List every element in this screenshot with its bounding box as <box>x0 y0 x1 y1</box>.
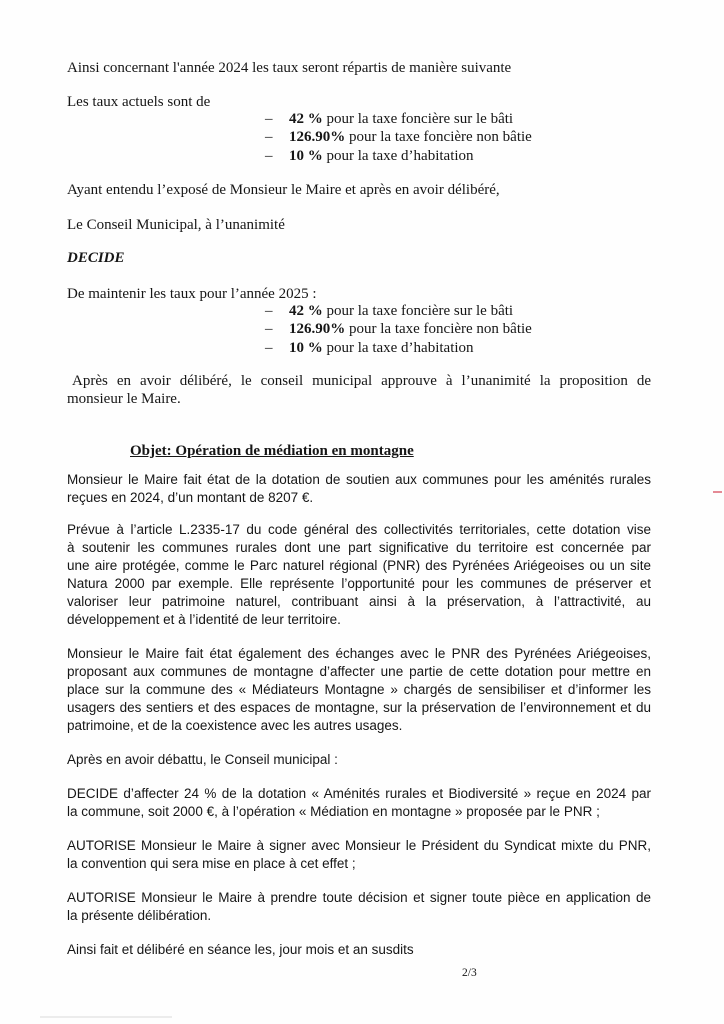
margin-mark <box>713 491 722 493</box>
rate-label: pour la taxe foncière non bâtie <box>349 129 532 146</box>
list-dash: – <box>265 303 273 319</box>
rate-value: 10 % <box>289 147 323 164</box>
paragraph-line: patrimoine, et de la coexistence avec les autres usages. <box>67 718 403 733</box>
intro-paragraph <box>67 59 651 77</box>
paragraph-line: usagers des sentiers et des espaces de montagne, sur la préservation de l’environnement et du <box>67 700 651 715</box>
having-heard-paragraph <box>67 181 651 199</box>
paragraph-line: place sur la commune des « Médiateurs Montagne » chargés de sensibiliser et d’informer les <box>67 682 651 697</box>
paragraph-line: la convention qui sera mise en place à cet effet ; <box>67 856 356 871</box>
rate-label: pour la taxe foncière non bâtie <box>349 321 532 338</box>
list-dash: – <box>265 129 273 146</box>
scan-artifact <box>40 1016 172 1018</box>
rate-item <box>265 320 532 338</box>
rate-item <box>265 110 532 128</box>
paragraph-line: une aire protégée, comme le Parc naturel régional (PNR) des Pyrénées Ariégeoises ou un site <box>67 558 651 573</box>
paragraph-line: Après en avoir débattu, le Conseil municipal : <box>67 752 338 767</box>
subject-heading: Objet: Opération de médiation en montagne <box>130 443 414 459</box>
rate-label: pour la taxe foncière sur le bâti <box>326 303 514 319</box>
paragraph-line: Natura 2000 par exemple. Elle représente l’opportunité pour les communes de préserver et <box>67 576 651 591</box>
authorization-decisions-paragraph <box>67 889 651 925</box>
rate-value: 42 % <box>289 111 323 127</box>
list-dash: – <box>265 339 273 356</box>
paragraph-line: développement et à l’identité de leur territoire. <box>67 612 341 627</box>
rate-item <box>265 339 532 357</box>
closing-line <box>67 941 651 959</box>
paragraph-line: Les taux actuels sont de <box>67 94 211 110</box>
debate-line <box>67 751 651 769</box>
paragraph-line: Monsieur le Maire fait état de la dotation de soutien aux communes pour les aménités rurales <box>67 472 651 487</box>
decide-label: DECIDE <box>67 250 125 266</box>
rate-value: 126.90% <box>289 129 346 146</box>
rate-item <box>265 128 532 146</box>
rate-label: pour la taxe foncière sur le bâti <box>326 111 514 127</box>
paragraph-line: Ainsi fait et délibéré en séance les, jour mois et an susdits <box>67 942 414 957</box>
maintain-label <box>67 285 651 303</box>
pnr-exchanges-paragraph <box>67 645 651 735</box>
paragraph-line: Le Conseil Municipal, à l’unanimité <box>67 217 285 233</box>
paragraph-line: AUTORISE Monsieur le Maire à prendre toute décision et signer toute pièce en application de <box>67 890 651 905</box>
rate-label: pour la taxe d’habitation <box>326 339 474 356</box>
council-line <box>67 216 651 234</box>
paragraph-line: proposant aux communes de montagne d’affecter une partie de cette dotation pour mettre en <box>67 664 651 679</box>
paragraph-line: reçues en 2024, d’un montant de 8207 €. <box>67 490 314 505</box>
rate-label: pour la taxe d’habitation <box>326 147 474 164</box>
paragraph-line: Prévue à l’article L.2335-17 du code général des collectivités territoriales, cette dotation vise <box>67 522 651 537</box>
current-rates-list <box>265 110 532 165</box>
current-rates-label <box>67 93 651 111</box>
decision-paragraph <box>67 785 651 821</box>
paragraph-line: la commune, soit 2000 €, à l’opération « Médiation en montagne » proposée par le PNR ; <box>67 804 600 819</box>
paragraph-line: De maintenir les taux pour l’année 2025 : <box>67 286 317 302</box>
decide-heading <box>67 249 651 267</box>
paragraph-line: à soutenir les communes rurales dont une part significative du territoire est concernée par <box>67 540 651 555</box>
paragraph-line: Ayant entendu l’exposé de Monsieur le Maire et après en avoir délibéré, <box>67 182 500 198</box>
page-number: 2/3 <box>462 967 477 979</box>
list-dash: – <box>265 321 273 338</box>
paragraph-line: valoriser leur patrimoine naturel, contribuant ainsi à la préservation, à l’attractivité, au <box>67 594 651 609</box>
approval-paragraph <box>67 372 651 408</box>
rate-value: 126.90% <box>289 321 346 338</box>
rate-item <box>265 147 532 165</box>
paragraph-line: DECIDE d’affecter 24 % de la dotation « Aménités rurales et Biodiversité » reçue en 2024 par <box>67 786 651 801</box>
paragraph-line: la présente délibération. <box>67 908 212 923</box>
list-dash: – <box>265 111 273 127</box>
allowance-paragraph <box>67 471 651 507</box>
rate-item <box>265 302 532 320</box>
paragraph-line: AUTORISE Monsieur le Maire à signer avec Monsieur le Président du Syndicat mixte du PNR, <box>67 838 651 853</box>
paragraph-line: Après en avoir délibéré, le conseil municipal approuve à l’unanimité la proposition de <box>72 373 651 389</box>
paragraph-line: Monsieur le Maire fait état également des échanges avec le PNR des Pyrénées Ariégeoises, <box>67 646 651 661</box>
legal-basis-paragraph <box>67 521 651 629</box>
rate-value: 10 % <box>289 339 323 356</box>
list-dash: – <box>265 147 273 164</box>
paragraph-line: Ainsi concernant l'année 2024 les taux seront répartis de manière suivante <box>67 60 512 76</box>
authorization-convention-paragraph <box>67 837 651 873</box>
maintained-rates-list <box>265 302 532 357</box>
rate-value: 42 % <box>289 303 323 319</box>
paragraph-line: monsieur le Maire. <box>67 391 181 407</box>
